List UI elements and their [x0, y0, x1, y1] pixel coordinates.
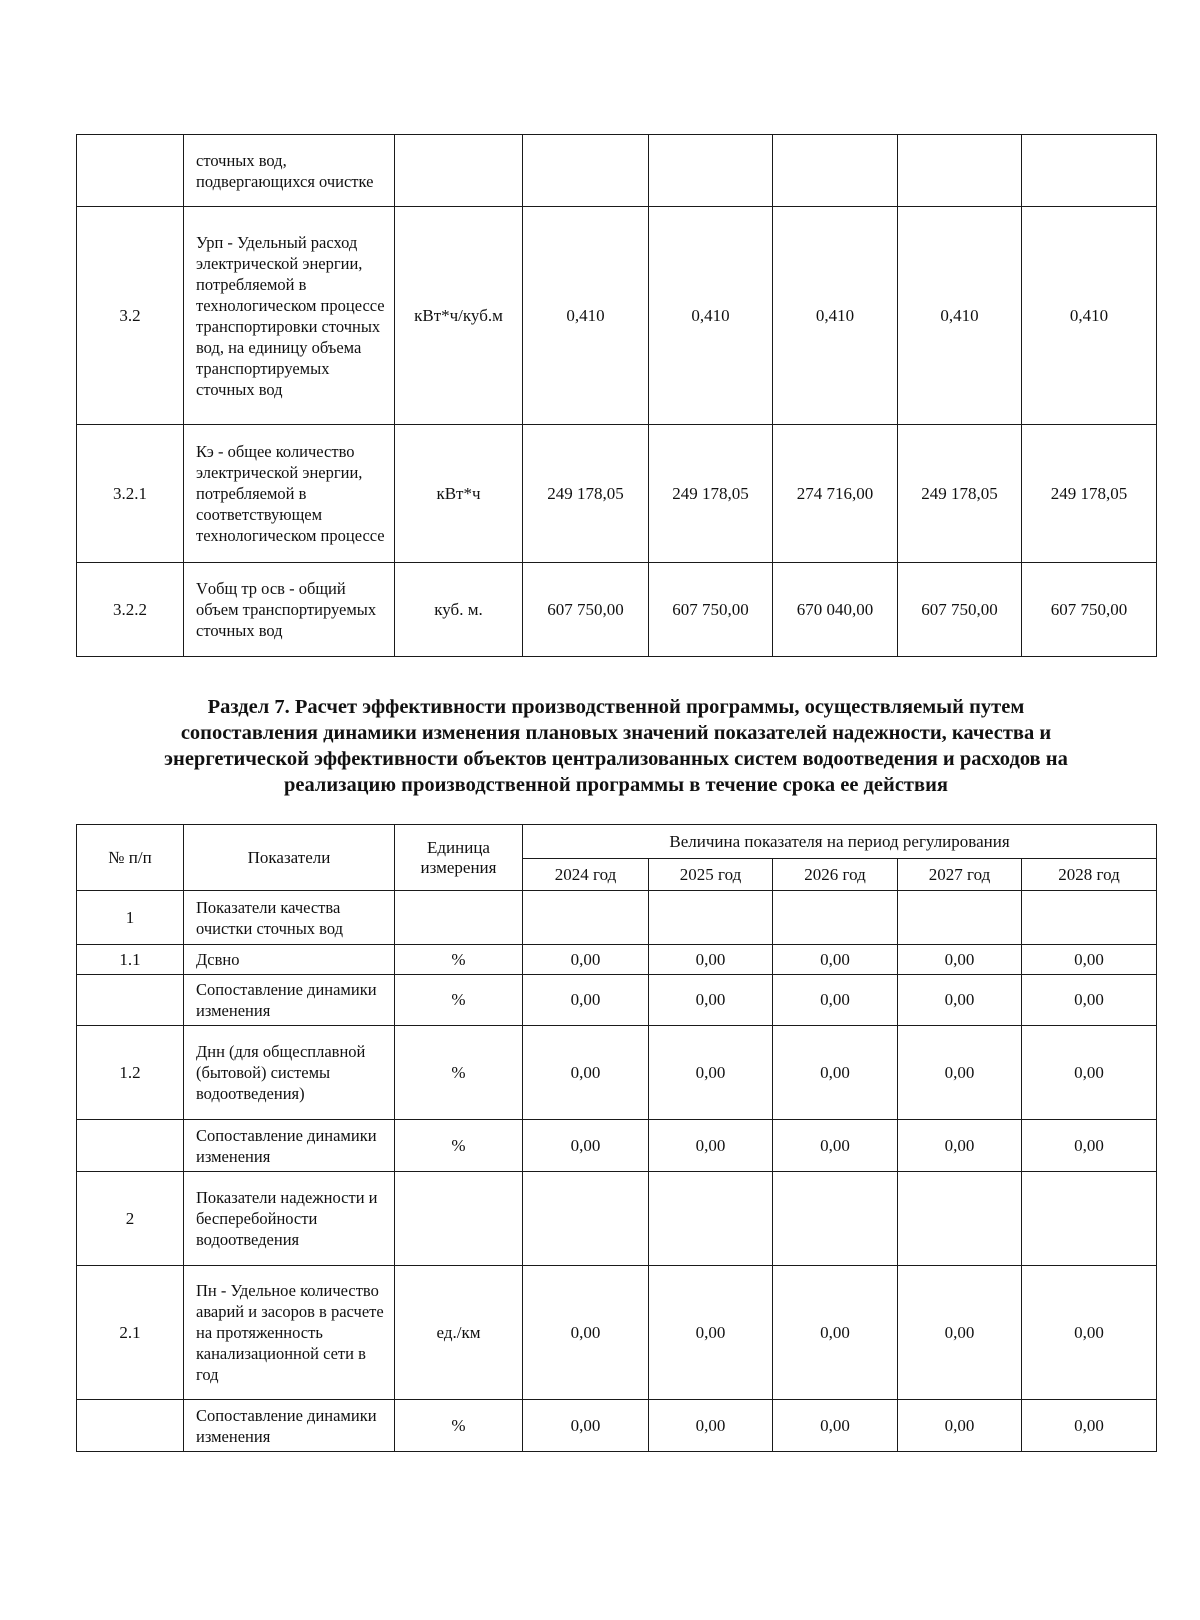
- row-number: 1.2: [77, 1026, 184, 1120]
- title-line-3: энергетической эффективности объектов централизованных систем водоотведения и расходов на: [164, 748, 1068, 770]
- title-line-4: реализацию производственной программы в течение срока ее действия: [284, 774, 948, 796]
- unit-cell: %: [395, 1400, 523, 1452]
- value-cell: 0,00: [1022, 1400, 1157, 1452]
- value-cell: [649, 1172, 773, 1266]
- unit-cell: %: [395, 975, 523, 1026]
- indicator-name: Сопоставление динамики изменения: [184, 975, 395, 1026]
- table-row: [77, 135, 1157, 207]
- value-cell: [1022, 1172, 1157, 1266]
- row-number: 1: [77, 891, 184, 945]
- value-cell: [649, 135, 773, 207]
- value-cell: 0,00: [898, 1266, 1022, 1400]
- value-cell: 0,00: [649, 1120, 773, 1172]
- header-no: № п/п: [77, 825, 184, 891]
- row-number: 3.2: [77, 207, 184, 425]
- header-year-2028: 2028 год: [1022, 859, 1157, 891]
- value-cell: 249 178,05: [523, 425, 649, 563]
- value-cell: 0,00: [773, 945, 898, 975]
- value-cell: 0,00: [523, 945, 649, 975]
- value-cell: 274 716,00: [773, 425, 898, 563]
- indicator-name: сточных вод, подвергающихся очистке: [184, 135, 395, 207]
- value-cell: 0,00: [1022, 1120, 1157, 1172]
- value-cell: [773, 891, 898, 945]
- indicator-name: Vобщ тр осв - общий объем транспортируемых сточных вод: [184, 563, 395, 657]
- value-cell: 249 178,05: [898, 425, 1022, 563]
- header-indicator: Показатели: [184, 825, 395, 891]
- value-cell: 0,410: [898, 207, 1022, 425]
- value-cell: 0,00: [1022, 975, 1157, 1026]
- value-cell: 249 178,05: [1022, 425, 1157, 563]
- row-number: 2: [77, 1172, 184, 1266]
- table-row: [77, 563, 1157, 657]
- indicator-name: Показатели качества очистки сточных вод: [184, 891, 395, 945]
- indicator-name: Кэ - общее количество электрической энергии, потребляемой в соответствующем технологическом процессе: [184, 425, 395, 563]
- value-cell: 0,00: [1022, 945, 1157, 975]
- value-cell: 607 750,00: [898, 563, 1022, 657]
- value-cell: 0,00: [773, 1120, 898, 1172]
- value-cell: [773, 1172, 898, 1266]
- value-cell: 0,410: [773, 207, 898, 425]
- indicator-name: Пн - Удельное количество аварий и засоров в расчете на протяженность канализационной сети в год: [184, 1266, 395, 1400]
- unit-cell: кВт*ч/куб.м: [395, 207, 523, 425]
- value-cell: [773, 135, 898, 207]
- value-cell: 0,00: [773, 1026, 898, 1120]
- efficiency-table: [76, 824, 1157, 1452]
- table-row: [77, 425, 1157, 563]
- header-year-2027: 2027 год: [898, 859, 1022, 891]
- value-cell: 0,00: [523, 1400, 649, 1452]
- value-cell: 0,00: [523, 1266, 649, 1400]
- value-cell: 607 750,00: [649, 563, 773, 657]
- header-unit: Единица измерения: [395, 825, 523, 891]
- table-row: [77, 945, 1157, 975]
- value-cell: 0,410: [649, 207, 773, 425]
- unit-cell: куб. м.: [395, 563, 523, 657]
- value-cell: [649, 891, 773, 945]
- value-cell: 0,00: [1022, 1026, 1157, 1120]
- table-row: [77, 1120, 1157, 1172]
- row-number: 1.1: [77, 945, 184, 975]
- row-number: [77, 1400, 184, 1452]
- row-number: 2.1: [77, 1266, 184, 1400]
- value-cell: 0,00: [773, 1400, 898, 1452]
- indicator-name: Урп - Удельный расход электрической энергии, потребляемой в технологическом процессе транспортировки сточных вод, на единицу объема транспортируемых сточных вод: [184, 207, 395, 425]
- value-cell: 0,00: [523, 1026, 649, 1120]
- value-cell: 670 040,00: [773, 563, 898, 657]
- value-cell: 0,00: [898, 975, 1022, 1026]
- unit-cell: ед./км: [395, 1266, 523, 1400]
- value-cell: 0,00: [1022, 1266, 1157, 1400]
- value-cell: 0,00: [523, 975, 649, 1026]
- value-cell: 0,00: [773, 1266, 898, 1400]
- value-cell: 0,00: [649, 1266, 773, 1400]
- indicator-name: Днн (для общесплавной (бытовой) системы водоотведения): [184, 1026, 395, 1120]
- indicator-name: Сопоставление динамики изменения: [184, 1120, 395, 1172]
- table-row: [77, 1172, 1157, 1266]
- value-cell: [523, 891, 649, 945]
- value-cell: 0,00: [898, 1026, 1022, 1120]
- value-cell: 0,00: [898, 1400, 1022, 1452]
- value-cell: 0,410: [523, 207, 649, 425]
- value-cell: 0,00: [898, 1120, 1022, 1172]
- unit-cell: %: [395, 1120, 523, 1172]
- value-cell: [523, 135, 649, 207]
- header-year-2024: 2024 год: [523, 859, 649, 891]
- header-year-2026: 2026 год: [773, 859, 898, 891]
- table-row: [77, 1400, 1157, 1452]
- value-cell: 0,00: [649, 945, 773, 975]
- value-cell: [898, 891, 1022, 945]
- unit-cell: %: [395, 1026, 523, 1120]
- indicator-name: Показатели надежности и бесперебойности водоотведения: [184, 1172, 395, 1266]
- row-number: [77, 1120, 184, 1172]
- value-cell: [523, 1172, 649, 1266]
- title-line-1: Раздел 7. Расчет эффективности производственной программы, осуществляемый путем: [207, 696, 1025, 718]
- value-cell: [1022, 891, 1157, 945]
- value-cell: 249 178,05: [649, 425, 773, 563]
- table-row: [77, 1266, 1157, 1400]
- row-number: [77, 975, 184, 1026]
- value-cell: 0,410: [1022, 207, 1157, 425]
- value-cell: 0,00: [649, 975, 773, 1026]
- table2-body: [77, 891, 1157, 1452]
- unit-cell: кВт*ч: [395, 425, 523, 563]
- section-7-title: [76, 694, 1156, 798]
- value-cell: 0,00: [523, 1120, 649, 1172]
- indicator-name: Сопоставление динамики изменения: [184, 1400, 395, 1452]
- title-line-2: сопоставления динамики изменения плановых значений показателей надежности, качества и: [180, 722, 1052, 744]
- value-cell: 607 750,00: [1022, 563, 1157, 657]
- table1-body: [77, 135, 1157, 657]
- row-number: [77, 135, 184, 207]
- value-cell: 0,00: [649, 1026, 773, 1120]
- indicator-name: Дсвно: [184, 945, 395, 975]
- row-number: 3.2.2: [77, 563, 184, 657]
- unit-cell: [395, 1172, 523, 1266]
- table-row: [77, 207, 1157, 425]
- table-row: [77, 1026, 1157, 1120]
- header-year-2025: 2025 год: [649, 859, 773, 891]
- value-cell: 607 750,00: [523, 563, 649, 657]
- value-cell: 0,00: [898, 945, 1022, 975]
- header-period: Величина показателя на период регулирования: [523, 825, 1157, 859]
- row-number: 3.2.1: [77, 425, 184, 563]
- unit-cell: %: [395, 945, 523, 975]
- table-row: [77, 891, 1157, 945]
- table-row: [77, 975, 1157, 1026]
- value-cell: [898, 1172, 1022, 1266]
- value-cell: [1022, 135, 1157, 207]
- unit-cell: [395, 135, 523, 207]
- value-cell: [898, 135, 1022, 207]
- unit-cell: [395, 891, 523, 945]
- value-cell: 0,00: [649, 1400, 773, 1452]
- value-cell: 0,00: [773, 975, 898, 1026]
- continued-indicators-table: [76, 134, 1157, 657]
